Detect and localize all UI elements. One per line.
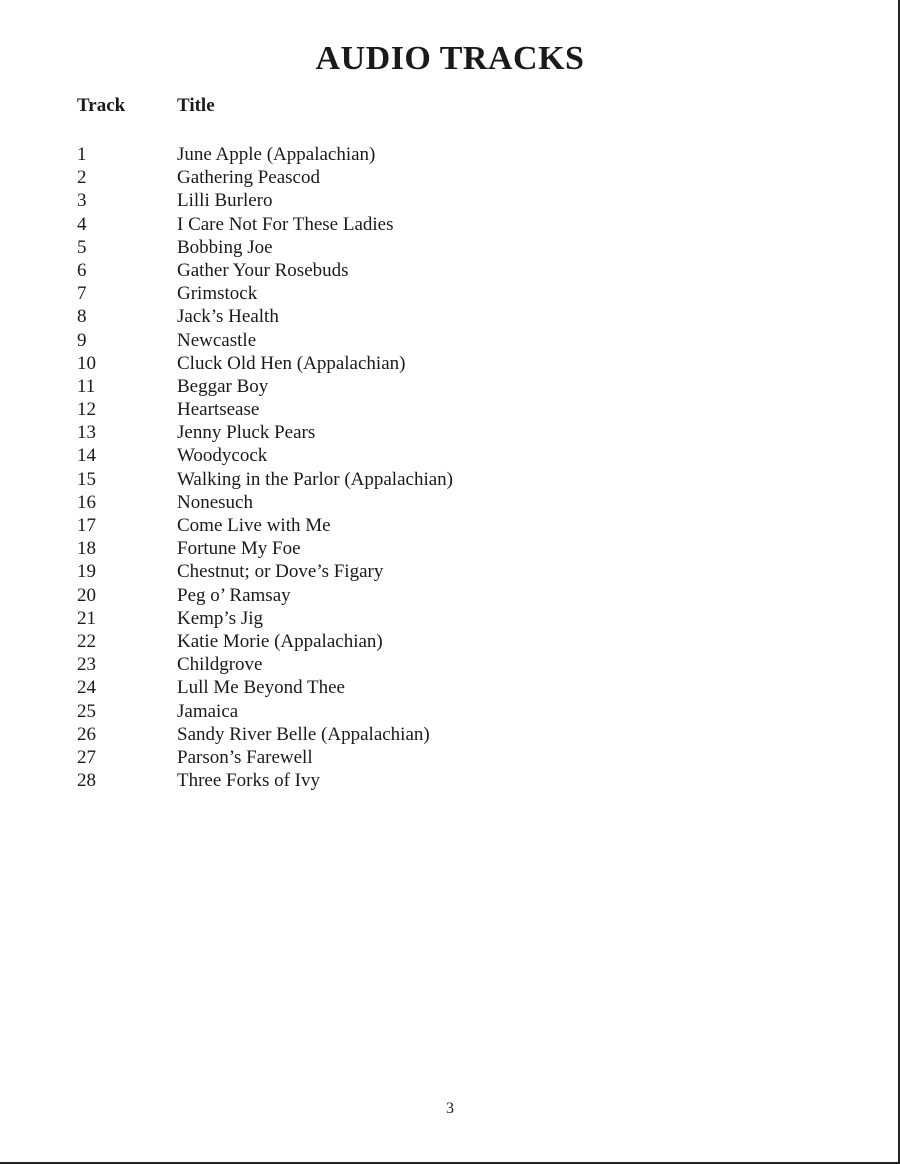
track-row [77, 444, 453, 467]
track-row [77, 166, 453, 189]
track-number: 23 [77, 654, 96, 676]
track-number: 22 [77, 630, 96, 652]
track-title: Gather Your Rosebuds [177, 259, 349, 281]
track-title: Parson’s Farewell [177, 746, 313, 768]
track-row [77, 259, 453, 282]
track-row [77, 560, 453, 583]
track-number: 11 [77, 375, 96, 397]
track-row [77, 468, 453, 491]
track-title: Bobbing Joe [177, 236, 273, 258]
page-title: AUDIO TRACKS [315, 40, 585, 77]
track-row [77, 189, 453, 212]
track-number: 27 [77, 746, 96, 768]
track-title: Childgrove [177, 654, 263, 676]
track-number: 2 [77, 167, 87, 189]
track-number: 14 [77, 445, 96, 467]
track-title: Beggar Boy [177, 375, 269, 397]
track-row [77, 746, 453, 769]
track-row [77, 282, 453, 305]
track-title: Kemp’s Jig [177, 607, 264, 629]
track-number: 13 [77, 422, 96, 444]
track-row [77, 769, 453, 792]
track-title: Walking in the Parlor (Appalachian) [177, 468, 453, 490]
track-row [77, 723, 453, 746]
track-row [77, 329, 453, 352]
track-number: 3 [77, 190, 87, 212]
track-row [77, 421, 453, 444]
track-number: 9 [77, 329, 87, 351]
track-title: Jenny Pluck Pears [177, 422, 316, 444]
track-title: Gathering Peascod [177, 167, 320, 189]
track-title: Newcastle [177, 329, 257, 351]
track-number: 10 [77, 352, 96, 374]
track-number: 5 [77, 236, 87, 258]
track-number: 26 [77, 723, 96, 745]
track-title: Katie Morie (Appalachian) [177, 630, 383, 652]
track-row [77, 143, 453, 166]
track-number: 17 [77, 515, 96, 536]
track-title: I Care Not For These Ladies [177, 213, 394, 235]
track-title: Sandy River Belle (Appalachian) [177, 723, 430, 745]
track-row [77, 305, 453, 328]
track-number: 7 [77, 283, 87, 305]
track-number: 1 [77, 144, 87, 165]
track-row [77, 375, 453, 398]
track-row [77, 607, 453, 630]
track-title: Jamaica [177, 700, 239, 722]
track-title: Lull Me Beyond Thee [177, 677, 345, 699]
track-row [77, 584, 453, 607]
track-number: 16 [77, 491, 96, 513]
track-row [77, 700, 453, 723]
track-title: Cluck Old Hen (Appalachian) [177, 352, 406, 374]
track-number: 15 [77, 468, 96, 490]
track-title: Lilli Burlero [177, 190, 273, 212]
track-number: 24 [77, 677, 96, 699]
track-number: 20 [77, 584, 96, 606]
track-row [77, 514, 453, 537]
track-number: 18 [77, 538, 96, 560]
track-title: June Apple (Appalachian) [177, 144, 376, 165]
track-row [77, 630, 453, 653]
track-number: 6 [77, 259, 87, 281]
track-number: 19 [77, 561, 96, 583]
track-title: Heartsease [177, 399, 260, 421]
track-list [77, 143, 453, 792]
track-title: Nonesuch [177, 491, 253, 513]
track-number: 12 [77, 399, 96, 421]
track-number: 25 [77, 700, 96, 722]
track-title: Come Live with Me [177, 515, 331, 536]
table-header [77, 95, 215, 117]
track-row [77, 213, 453, 236]
track-row [77, 236, 453, 259]
track-row [77, 352, 453, 375]
track-row [77, 398, 453, 421]
track-row [77, 653, 453, 676]
track-number: 8 [77, 306, 87, 328]
track-row [77, 537, 453, 560]
track-title: Jack’s Health [177, 306, 279, 328]
track-number: 21 [77, 607, 96, 629]
track-row [77, 676, 453, 699]
track-title: Grimstock [177, 283, 258, 305]
title-column-header: Title [177, 95, 215, 116]
track-number: 4 [77, 213, 87, 235]
track-title: Three Forks of Ivy [177, 770, 320, 792]
track-title: Fortune My Foe [177, 538, 301, 560]
track-title: Woodycock [177, 445, 268, 467]
track-number: 28 [77, 770, 96, 792]
page-number: 3 [446, 1100, 454, 1117]
track-title: Chestnut; or Dove’s Figary [177, 561, 384, 583]
track-title: Peg o’ Ramsay [177, 584, 291, 606]
track-row [77, 491, 453, 514]
track-column-header: Track [77, 95, 126, 116]
